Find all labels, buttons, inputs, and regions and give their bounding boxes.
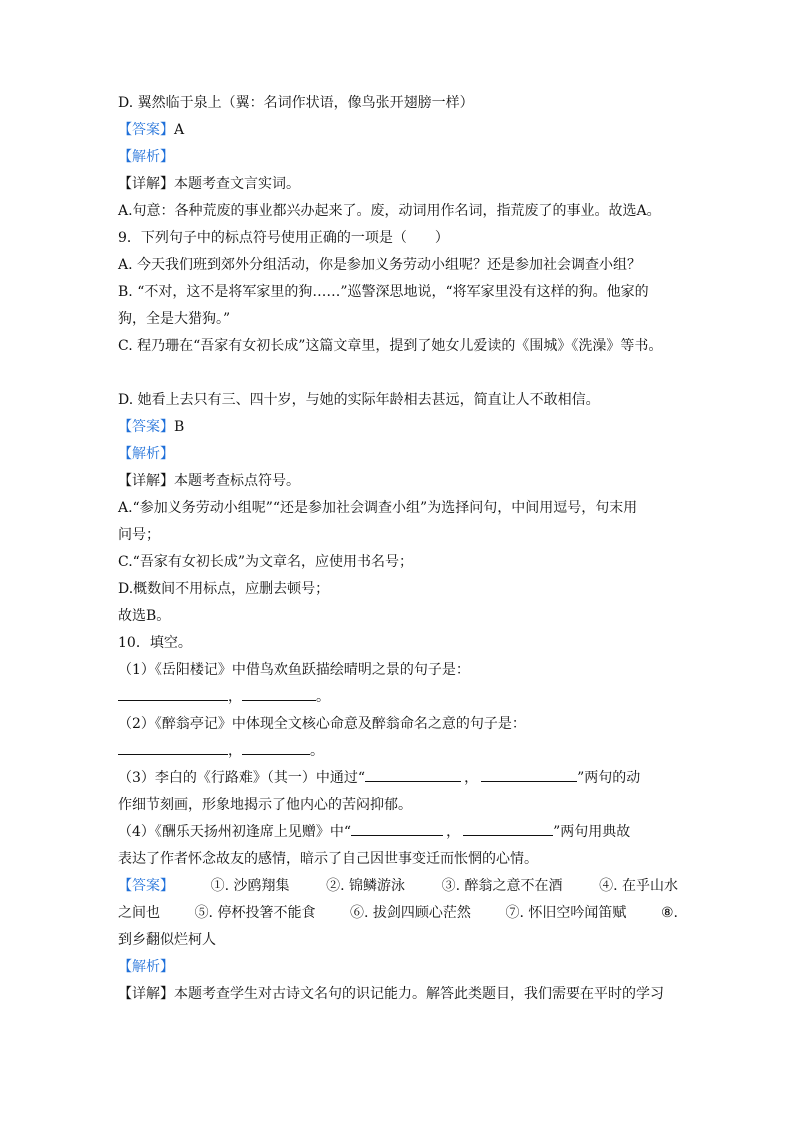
detail-text: 本题考查标点符号。 xyxy=(174,473,300,489)
separator: ， xyxy=(228,689,242,705)
fill-blank xyxy=(118,740,228,755)
separator: ， xyxy=(446,824,461,840)
q9-explain-a-line1: A.“参加义务劳动小组呢”“还是参加社会调查小组”为选择问句，中间用逗号，句末用 xyxy=(118,500,638,516)
answer-tag: 【答案】 xyxy=(118,122,174,138)
q9-explain-c: C.“吾家有女初长成”为文章名，应使用书名号； xyxy=(118,554,413,570)
detail-text: 本题考查学生对古诗文名句的识记能力。解答此类题目，我们需要在平时的学习 xyxy=(174,986,664,1002)
q9-analysis-tag: 【解析】 xyxy=(118,446,174,462)
answer-value: B xyxy=(174,419,185,435)
q8-option-d: D. 翼然临于泉上（翼：名词作状语，像鸟张开翅膀一样） xyxy=(118,95,474,111)
item4-suffix: ”两句用典故 xyxy=(553,824,631,840)
answer-value: A xyxy=(174,122,185,138)
q9-option-c: C. 程乃珊在“吾家有女初长成”这篇文章里，提到了她女儿爱读的《围城》《洗澡》等书。 xyxy=(118,338,663,354)
q9-explain-d: D.概数间不用标点，应删去顿号； xyxy=(118,581,330,597)
answer-item: ②. 锦鳞游泳 xyxy=(326,878,405,894)
q9-option-b-line2: 狗，全是大猎狗。” xyxy=(118,311,231,327)
q9-explain-a-line2: 问号； xyxy=(118,527,160,543)
spacer xyxy=(118,360,678,387)
answer-item: ⑤. 停杯投箸不能食 xyxy=(194,905,316,921)
detail-text: 本题考查文言实词。 xyxy=(174,176,300,192)
q10-item3-line1 xyxy=(118,765,678,792)
q8-analysis-tag: 【解析】 xyxy=(118,149,174,165)
answer-tag: 【答案】 xyxy=(118,419,174,435)
q8-explain-a: A.句意：各种荒废的事业都兴办起来了。废，动词用作名词，指荒废了的事业。故选A。 xyxy=(118,203,661,219)
q9-option-a: A. 今天我们班到郊外分组活动，你是参加义务劳动小组呢？还是参加社会调查小组？ xyxy=(118,257,642,273)
q10-item4-line1 xyxy=(118,819,678,846)
answer-item: ⑦. 怀旧空吟闻笛赋 xyxy=(505,905,627,921)
q9-conclusion: 故选B。 xyxy=(118,608,171,624)
q10-stem: 10．填空。 xyxy=(118,635,192,651)
item3-suffix: ”两句的动 xyxy=(577,770,641,786)
detail-tag: 【详解】 xyxy=(118,176,174,192)
detail-tag: 【详解】 xyxy=(118,986,174,1002)
answer-item: ③. 醉翁之意不在酒 xyxy=(441,878,563,894)
answer-tag: 【答案】 xyxy=(118,878,174,894)
q10-item2-blanks xyxy=(118,738,678,765)
item4-prefix: （4）《酬乐天扬州初逢席上见赠》中“ xyxy=(118,824,352,840)
answer-item: 之间也 xyxy=(118,905,160,921)
q10-answer-row3: 到乡翻似烂柯人 xyxy=(118,932,216,948)
q10-answer-row1 xyxy=(118,873,678,900)
q10-item1-blanks xyxy=(118,684,678,711)
q10-item1: （1）《岳阳楼记》中借鸟欢鱼跃描绘晴明之景的句子是： xyxy=(118,662,470,678)
detail-tag: 【详解】 xyxy=(118,473,174,489)
q10-item2: （2）《醉翁亭记》中体现全文核心命意及醉翁命名之意的句子是： xyxy=(118,716,526,732)
document-page xyxy=(118,90,678,1008)
item3-prefix: （3）李白的《行路难》（其一）中通过“ xyxy=(118,770,366,786)
fill-blank xyxy=(481,767,577,782)
q9-stem: 9．下列句子中的标点符号使用正确的一项是（ ） xyxy=(118,230,449,246)
q10-answer-row2 xyxy=(118,900,678,927)
q9-detail xyxy=(118,468,678,495)
q8-answer xyxy=(118,117,678,144)
answer-item: ⑥. 拔剑四顾心茫然 xyxy=(350,905,471,921)
q9-option-b-line1: B. “不对，这不是将军家里的狗……”巡警深思地说，“将军家里没有这样的狗。他家的 xyxy=(118,284,649,300)
fill-blank xyxy=(242,740,310,755)
separator: ， xyxy=(228,743,242,759)
answer-item: ①. 沙鸥翔集 xyxy=(210,878,290,894)
fill-blank xyxy=(118,686,228,701)
q8-detail xyxy=(118,171,678,198)
q10-analysis-tag: 【解析】 xyxy=(118,959,174,975)
fill-blank xyxy=(242,686,316,701)
fill-blank xyxy=(463,821,553,836)
q9-option-d: D. 她看上去只有三、四十岁，与她的实际年龄相去甚远，简直让人不敢相信。 xyxy=(118,392,600,408)
answer-item: ④. 在乎山水 xyxy=(599,878,678,894)
fill-blank xyxy=(351,821,443,836)
terminator: 。 xyxy=(316,689,330,705)
q10-item3-line2: 作细节刻画，形象地揭示了他内心的苦闷抑郁。 xyxy=(118,797,412,813)
q10-item4-line2: 表达了作者怀念故友的感情，暗示了自己因世事变迁而怅惘的心情。 xyxy=(118,851,538,867)
q10-detail xyxy=(118,981,678,1008)
answer-item: ⑧. xyxy=(660,905,678,921)
q9-answer xyxy=(118,414,678,441)
fill-blank xyxy=(365,767,461,782)
separator: ， xyxy=(464,770,479,786)
terminator: 。 xyxy=(310,743,324,759)
